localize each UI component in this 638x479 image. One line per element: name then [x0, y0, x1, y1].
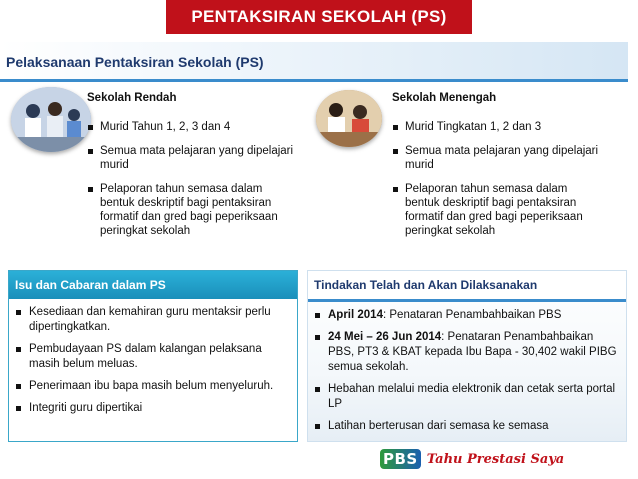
list-item [314, 419, 620, 434]
action-text: : Penataran Penambahbaikan PBS [382, 309, 562, 321]
section-header [0, 42, 628, 82]
issues-panel [8, 270, 298, 442]
pbs-logo [380, 448, 564, 470]
list-item: Murid Tahun 1, 2, 3 dan 4 [87, 120, 317, 134]
section-header-text: Pelaksanaan Pentaksiran Sekolah (PS) [6, 54, 264, 70]
list-item: Integriti guru dipertikai [15, 401, 291, 416]
action-text: Hebahan melalui media elektronik dan cetak serta portal LP [328, 383, 616, 410]
primary-school-list [87, 120, 317, 248]
issues-list [15, 305, 291, 416]
secondary-school-list [392, 120, 622, 248]
list-item: Semua mata pelajaran yang dipelajari murid [87, 144, 317, 172]
issues-panel-title: Isu dan Cabaran dalam PS [9, 271, 297, 299]
list-item: Penerimaan ibu bapa masih belum menyeluruh. [15, 379, 291, 394]
action-text: Latihan berterusan dari semasa ke semasa [328, 420, 549, 432]
action-date: April 2014 [328, 309, 383, 321]
secondary-school-photo [316, 90, 382, 147]
action-date: 24 Mei – 26 Jun 2014 [328, 331, 442, 343]
action-text: : Penataran Penambahbaikan PBS, PT3 & KBAT kepada Ibu Bapa - 30,402 wakil PIBG semua sekolah. [328, 331, 617, 373]
primary-school-title: Sekolah Rendah [87, 92, 177, 104]
list-item [314, 308, 620, 323]
secondary-school-title: Sekolah Menengah [392, 92, 497, 104]
list-item: Pelaporan tahun semasa dalam bentuk deskriptif bagi pentaksiran formatif dan gred bagi peperiksaan peringkat sekolah [87, 182, 300, 238]
pbs-logo-mark: PBS [380, 449, 421, 469]
actions-list [314, 308, 620, 434]
list-item: Semua mata pelajaran yang dipelajari murid [392, 144, 622, 172]
list-item: Pembudayaan PS dalam kalangan pelaksana masih belum meluas. [15, 342, 291, 372]
list-item: Kesediaan dan kemahiran guru mentaksir perlu dipertingkatkan. [15, 305, 291, 335]
pbs-tagline: Tahu Prestasi Saya [426, 451, 565, 467]
list-item [314, 330, 620, 375]
actions-panel-title: Tindakan Telah dan Akan Dilaksanakan [308, 271, 626, 302]
list-item: Pelaporan tahun semasa dalam bentuk deskriptif bagi pentaksiran formatif dan gred bagi peperiksaan peringkat sekolah [392, 182, 605, 238]
list-item [314, 382, 620, 412]
actions-panel [307, 270, 627, 442]
list-item: Murid Tingkatan 1, 2 dan 3 [392, 120, 622, 134]
slide-title: PENTAKSIRAN SEKOLAH (PS) [166, 0, 472, 34]
primary-school-photo [11, 87, 91, 152]
